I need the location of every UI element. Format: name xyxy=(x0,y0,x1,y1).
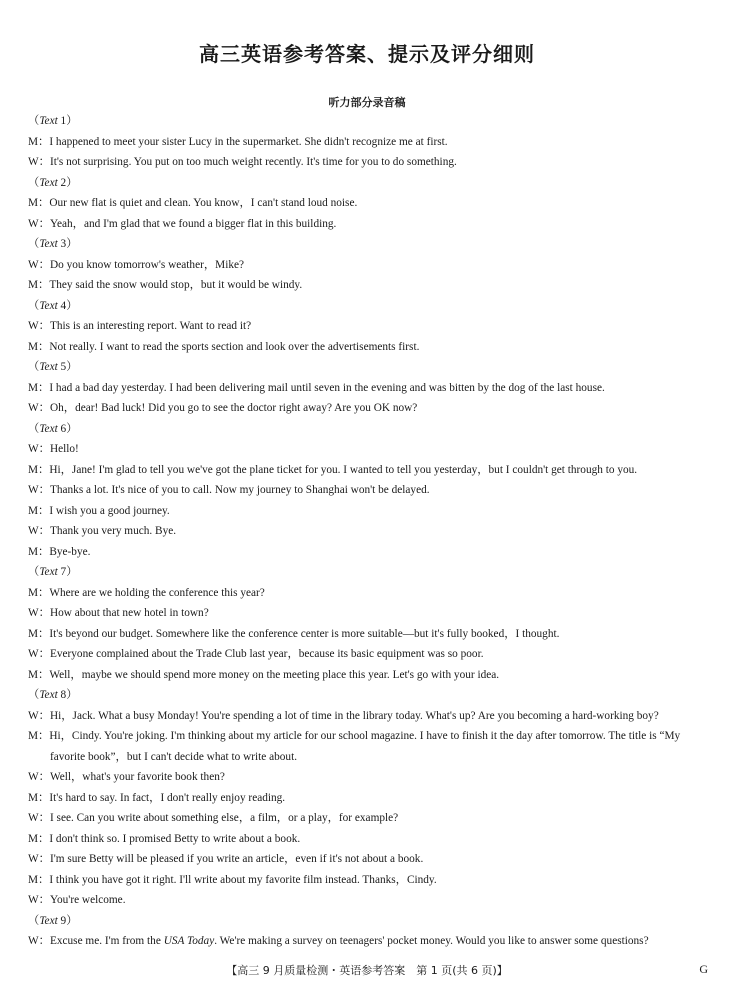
text-label: （Text 4） xyxy=(28,299,78,312)
dialogue-line: W：Yeah，and I'm glad that we found a bigger flat in this building. xyxy=(28,217,337,230)
dialogue-line: W：Do you know tomorrow's weather，Mike? xyxy=(28,258,245,271)
transcript xyxy=(28,111,718,952)
dialogue-line: W：Well，what's your favorite book then? xyxy=(28,771,225,783)
text-label: （Text 6） xyxy=(28,422,78,435)
dialogue-line: M：Hi，Jane! I'm glad to tell you we've got the plane ticket for you. I wanted to tell you yesterday，but I couldn't get through to you. xyxy=(28,463,638,476)
text-label: （Text 8） xyxy=(28,689,78,701)
dialogue-line: M：I don't think so. I promised Betty to write about a book. xyxy=(28,832,301,845)
dialogue-line: M：I think you have got it right. I'll write about my favorite film instead. Thanks，Cindy. xyxy=(28,873,437,886)
dialogue-line: M：Hi，Cindy. You're joking. I'm thinking about my article for our school magazine. I have to finish it the day after tomorrow. The title is “My favorite book”，but I can't decide what to write about. xyxy=(28,730,681,763)
dialogue-line: W：I see. Can you write about something else，a film，or a play，for example? xyxy=(28,812,399,824)
dialogue-line: W：Thank you very much. Bye. xyxy=(28,525,177,537)
dialogue-line: W：It's not surprising. You put on too much weight recently. It's time for you to do something. xyxy=(28,156,457,168)
text-label: （Text 1） xyxy=(28,115,78,127)
text-label: （Text 9） xyxy=(28,914,78,927)
dialogue-line: M：Not really. I want to read the sports section and look over the advertisements first. xyxy=(28,340,420,353)
page-title: 高三英语参考答案、提示及评分细则 xyxy=(199,42,535,66)
text-label: （Text 5） xyxy=(28,361,78,373)
dialogue-line: M：They said the snow would stop，but it would be windy. xyxy=(28,279,303,291)
dialogue-line: M：I had a bad day yesterday. I had been delivering mail until seven in the evening and was bitten by the dog of the last house. xyxy=(28,381,605,394)
dialogue-line: W：Everyone complained about the Trade Club last year，because its basic equipment was so poor. xyxy=(28,648,484,660)
dialogue-line: M：Our new flat is quiet and clean. You know，I can't stand loud noise. xyxy=(28,197,358,209)
dialogue-line: W：I'm sure Betty will be pleased if you write an article，even if it's not about a book. xyxy=(28,853,424,865)
dialogue-line: M：Bye-bye. xyxy=(28,545,91,558)
dialogue-line: M：I wish you a good journey. xyxy=(28,504,170,517)
text-label: （Text 3） xyxy=(28,238,78,250)
dialogue-line: M：It's hard to say. In fact，I don't really enjoy reading. xyxy=(28,791,286,804)
dialogue-line: M：I happened to meet your sister Lucy in the supermarket. She didn't recognize me at first. xyxy=(28,135,448,148)
dialogue-line: W：You're welcome. xyxy=(28,894,126,906)
dialogue-line: W：Oh，dear! Bad luck! Did you go to see the doctor right away? Are you OK now? xyxy=(28,402,418,414)
text-label: （Text 7） xyxy=(28,566,78,578)
dialogue-line: W：Excuse me. I'm from the USA Today. We're making a survey on teenagers' pocket money. Would you like to answer some questions? xyxy=(28,935,649,947)
dialogue-line: W：This is an interesting report. Want to read it? xyxy=(28,320,252,332)
dialogue-line: W：How about that new hotel in town? xyxy=(28,607,209,619)
dialogue-line: W：Thanks a lot. It's nice of you to call. Now my journey to Shanghai won't be delayed. xyxy=(28,484,430,496)
section-title: 听力部分录音稿 xyxy=(328,96,406,109)
dialogue-line: M：Where are we holding the conference this year? xyxy=(28,586,265,599)
page-footer: 【高三 9 月质量检测・英语参考答案 第 1 页(共 6 页)】 xyxy=(226,964,508,977)
paper-code: G xyxy=(699,962,708,976)
dialogue-line: M：Well，maybe we should spend more money on the meeting place this year. Let's go with your idea. xyxy=(28,668,500,681)
dialogue-line: W：Hello! xyxy=(28,443,79,455)
dialogue-line: W：Hi，Jack. What a busy Monday! You're spending a lot of time in the library today. What's up? Are you becoming a hard-working boy? xyxy=(28,709,659,722)
dialogue-line: M：It's beyond our budget. Somewhere like the conference center is more suitable—but it's fully booked，I thought. xyxy=(28,627,560,640)
text-label: （Text 2） xyxy=(28,176,78,189)
